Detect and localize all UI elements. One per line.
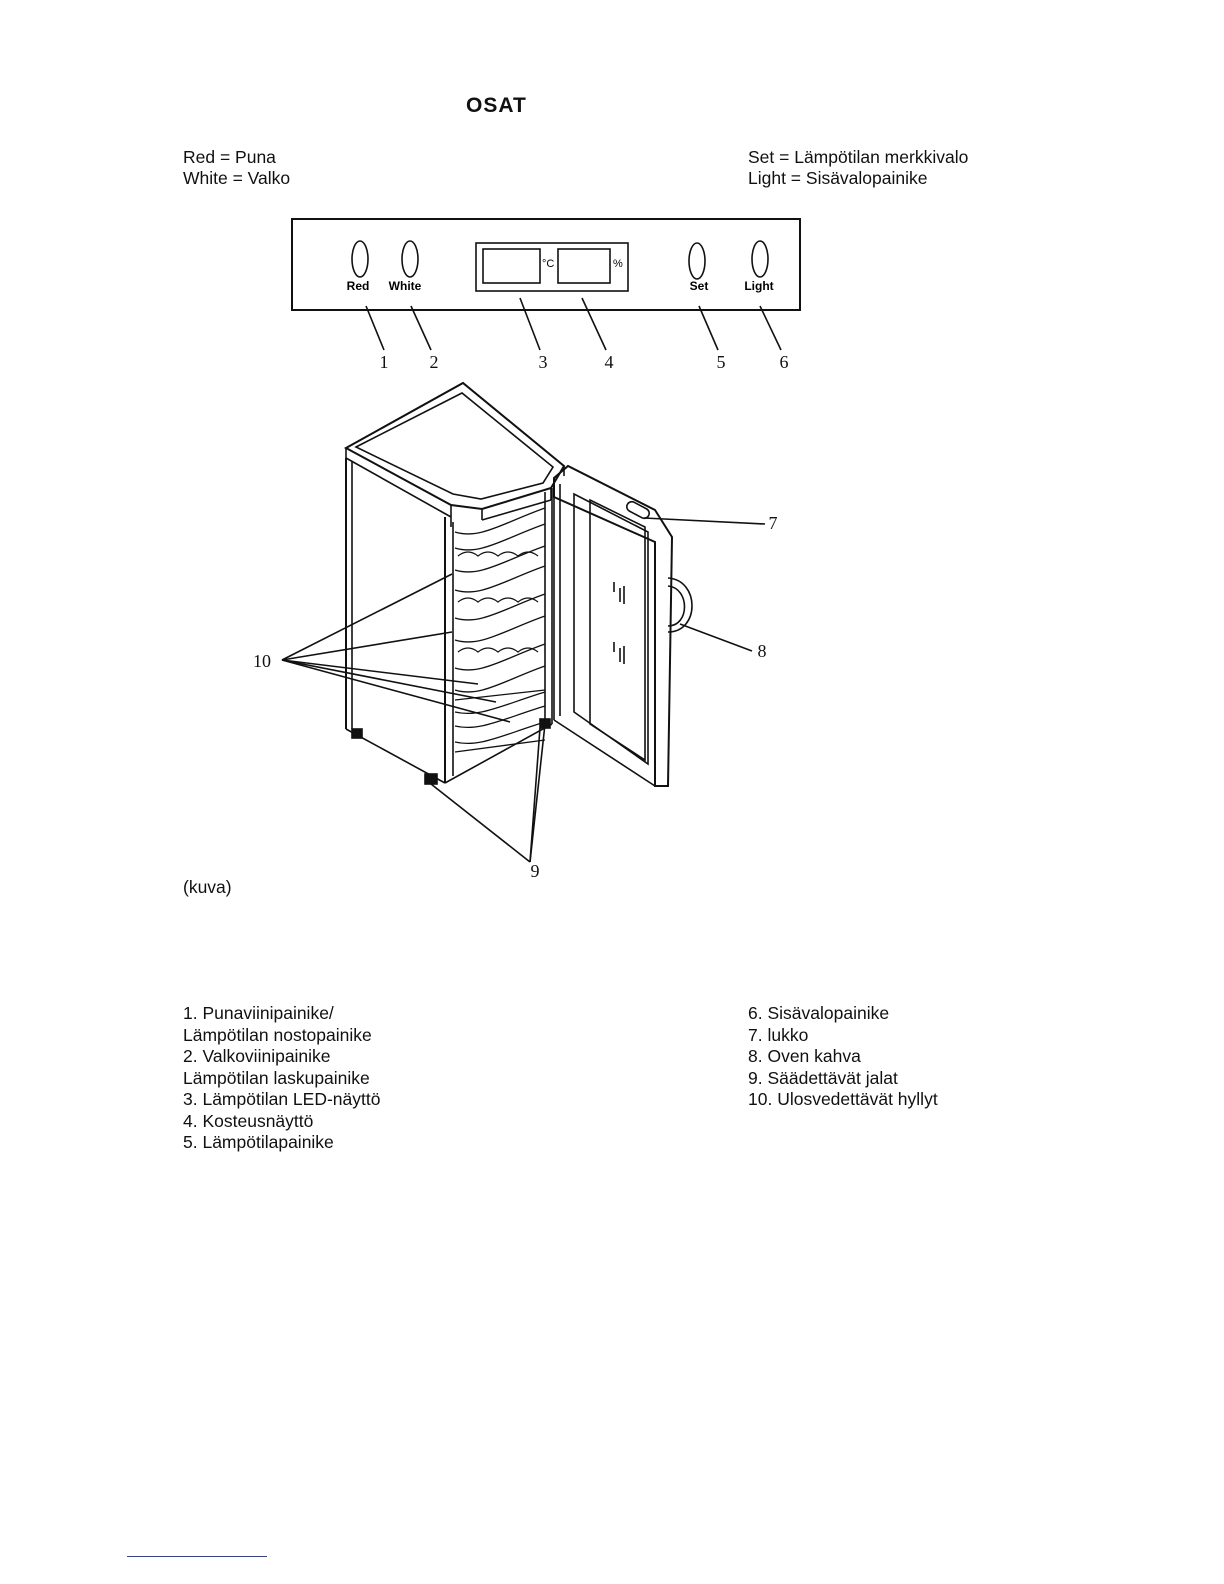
parts-list-item: 1. Punaviinipainike/ — [183, 1003, 334, 1023]
foot — [352, 729, 362, 738]
parts-list-item: 9. Säädettävät jalat — [748, 1067, 898, 1088]
humidity-display — [558, 249, 610, 283]
parts-list-right — [748, 1003, 938, 1111]
callout-7: 7 — [768, 513, 778, 533]
legend-set: Set = Lämpötilan merkkivalo — [748, 147, 969, 167]
callout-1: 1 — [379, 352, 389, 372]
parts-list-item: 8. Oven kahva — [748, 1046, 861, 1066]
figure-caption: (kuva) — [183, 877, 232, 897]
callout-4: 4 — [604, 352, 614, 372]
red-button — [352, 241, 368, 277]
legend-red: Red = Puna — [183, 147, 276, 167]
callout-8: 8 — [757, 641, 767, 661]
wine-shelves — [455, 508, 545, 752]
parts-list-item: 3. Lämpötilan LED-näyttö — [183, 1089, 381, 1109]
parts-list-item: 5. Lämpötilapainike — [183, 1132, 334, 1152]
parts-list-item: 4. Kosteusnäyttö — [183, 1110, 314, 1131]
parts-list-item: 2. Valkoviinipainike — [183, 1046, 331, 1066]
set-button — [689, 243, 705, 279]
panel-label-red: Red — [346, 279, 370, 293]
page-title: OSAT — [466, 94, 527, 117]
callout-9: 9 — [530, 861, 540, 881]
footnote-divider — [127, 1556, 267, 1557]
panel-label-light: Light — [744, 279, 774, 293]
light-button — [752, 241, 768, 277]
parts-list-item: Lämpötilan nostopainike — [183, 1024, 372, 1045]
parts-list-left — [183, 1003, 380, 1154]
celsius-unit: °C — [542, 258, 555, 270]
callout-2: 2 — [429, 352, 439, 372]
parts-list-item: 10. Ulosvedettävät hyllyt — [748, 1089, 938, 1109]
temperature-display — [483, 249, 540, 283]
panel-label-set: Set — [689, 279, 709, 293]
percent-unit: % — [613, 258, 623, 270]
callout-6: 6 — [779, 352, 789, 372]
panel-label-white: White — [388, 279, 422, 293]
callout-3: 3 — [538, 352, 548, 372]
parts-list-item: 7. lukko — [748, 1024, 809, 1045]
parts-list-item: Lämpötilan laskupainike — [183, 1067, 370, 1088]
legend-light: Light = Sisävalopainike — [748, 168, 928, 188]
parts-list-item: 6. Sisävalopainike — [748, 1003, 890, 1023]
foot — [425, 774, 437, 784]
callout-10: 10 — [253, 651, 271, 671]
cabinet-top — [346, 383, 564, 509]
white-button — [402, 241, 418, 277]
callout-5: 5 — [716, 352, 726, 372]
legend-white: White = Valko — [183, 168, 291, 188]
door-lock — [625, 500, 651, 520]
